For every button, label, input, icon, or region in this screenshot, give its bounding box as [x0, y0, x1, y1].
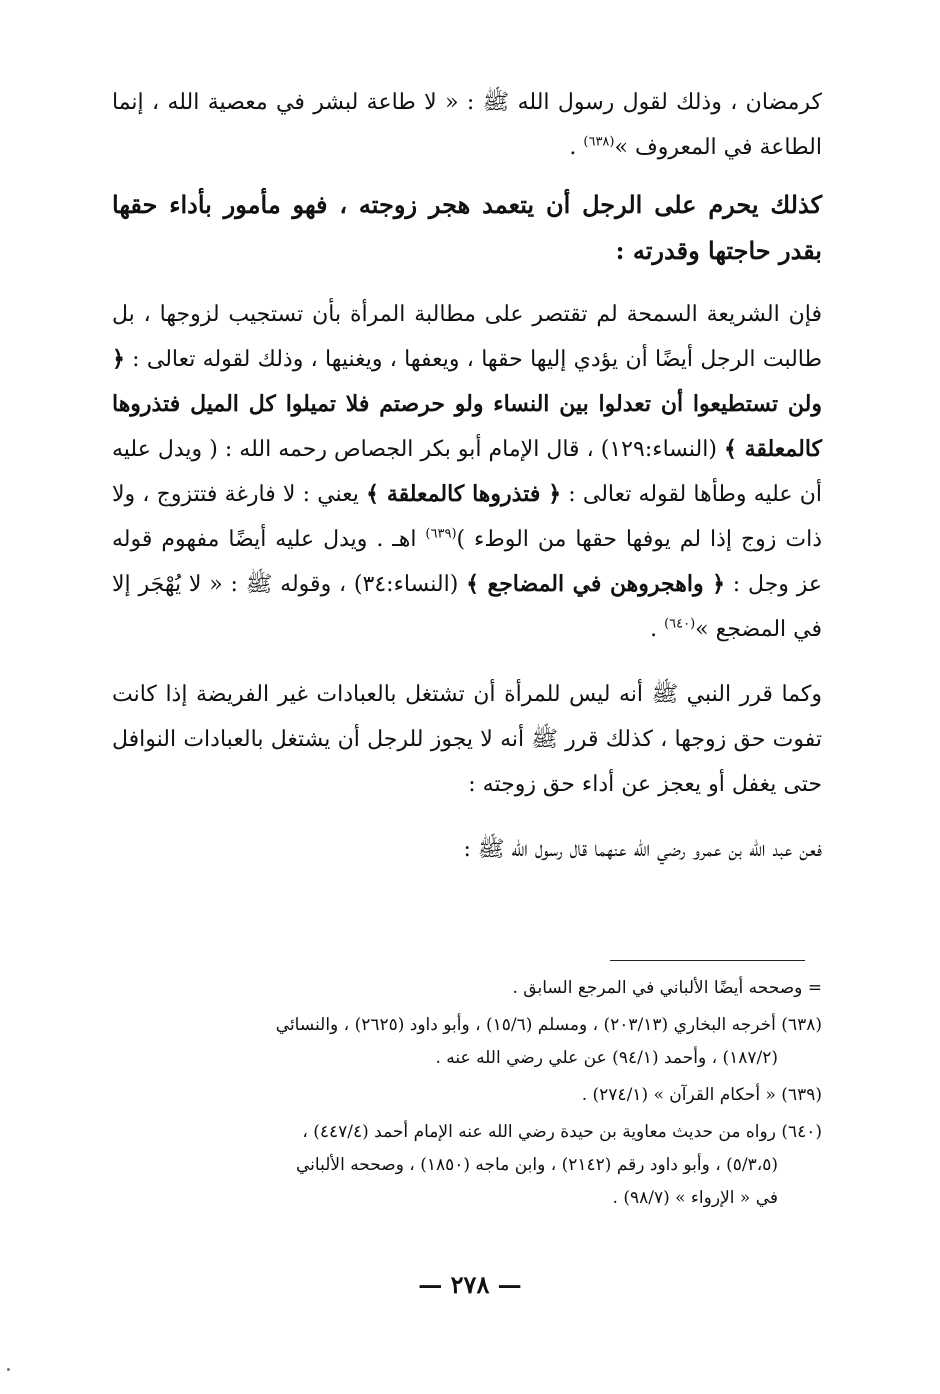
- footnote-ref-639: (٦٣٩): [425, 526, 457, 542]
- footnote-638: [112, 1009, 822, 1075]
- footnote-ref-640: (٦٤٠): [664, 616, 696, 632]
- page-body: [112, 80, 822, 872]
- footnote-continuation: = وصححه أيضًا الألباني في المرجع السابق .: [512, 978, 822, 998]
- page-number: — ٢٧٨ —: [418, 1270, 522, 1299]
- footnote-640-line-1: (٦٤٠) رواه من حديث معاوية بن حيدة رضي الله عنه الإمام أحمد (٤٤٧/٤) ،: [302, 1122, 822, 1142]
- footnote-638-line-2: (١٨٧/٢) ، وأحمد (٩٤/١) عن علي رضي الله عنه .: [435, 1048, 778, 1068]
- footnote-640-line-3: في « الإرواء » (٩٨/٧) .: [612, 1188, 778, 1208]
- footnote-640-line-2: (٥/٣،٥) ، وأبو داود رقم (٢١٤٢) ، وابن ماجه (١٨٥٠) ، وصححه الألباني: [295, 1155, 778, 1175]
- paragraph-4: فعن عبد الله بن عمرو رضي الله عنهما قال رسول الله ﷺ :: [463, 837, 822, 862]
- paragraph-2-text-c: يعني : لا فارغة فتتزوج ، ولا ذات زوج إذا لم يوفها حقها من الوطء ): [112, 482, 822, 552]
- paragraph-1: [112, 80, 822, 170]
- paragraph-2-text-a: فإن الشريعة السمحة لم تقتصر على مطالبة المرأة بأن تستجيب لزوجها ، بل طالبت الرجل أيضًا أن يؤدي إليها حقها ، ويعفها ، ويغنيها ، وذلك لقوله تعالى :: [112, 302, 822, 372]
- footnotes: [112, 972, 822, 1219]
- footnote-ref-638: (٦٣٨): [583, 134, 615, 150]
- section-heading: كذلك يحرم على الرجل أن يتعمد هجر زوجته ، فهو مأمور بأداء حقها بقدر حاجتها وقدرته :: [112, 190, 822, 265]
- footnote-639: (٦٣٩) « أحكام القرآن » (٢٧٤/١) .: [581, 1085, 822, 1105]
- paragraph-1-text: كرمضان ، وذلك لقول رسول الله ﷺ : « لا طاعة لبشر في معصية الله ، إنما الطاعة في المعروف »: [112, 90, 822, 160]
- paragraph-3: وكما قرر النبي ﷺ أنه ليس للمرأة أن تشتغل بالعبادات غير الفريضة إذا كانت تفوت حق زوجها ، كذلك قرر ﷺ أنه لا يجوز للرجل أن يشتغل بالعبادات النوافل حتى يغفل أو يعجز عن أداء حق زوجته :: [112, 682, 822, 797]
- footnote-638-line-1: (٦٣٨) أخرجه البخاري (٢٠٣/١٣) ، ومسلم (١٥/٦) ، وأبو داود (٢٦٢٥) ، والنسائي: [275, 1015, 822, 1035]
- scan-speck: [7, 1368, 10, 1371]
- quran-verse-2: ﴿ فتذروها كالمعلقة ﴾: [366, 481, 562, 507]
- paragraph-2: [112, 292, 822, 652]
- paragraph-2-text-d: اهـ . ويدل عليه أيضًا مفهوم قوله عز وجل :: [112, 527, 822, 597]
- quran-verse-1: ﴿ ولن تستطيعوا أن تعدلوا بين النساء ولو حرصتم فلا تميلوا كل الميل فتذروها كالمعلقة ﴾: [112, 346, 823, 462]
- paragraph-2-text-b: (النساء:١٢٩) ، قال الإمام أبو بكر الجصاص رحمه الله : ( ويدل عليه أن عليه وطأها لقوله تعالى :: [112, 437, 823, 507]
- paragraph-2-text-e: (النساء:٣٤) ، وقوله ﷺ : « لا يُهْجَر إلا في المضجع »: [112, 572, 822, 642]
- footnote-640: [112, 1116, 822, 1215]
- paragraph-2-end: .: [650, 617, 665, 642]
- paragraph-1-end: .: [569, 135, 584, 160]
- footnote-divider: [610, 960, 805, 961]
- quran-verse-3: ﴿ واهجروهن في المضاجع ﴾: [466, 571, 725, 597]
